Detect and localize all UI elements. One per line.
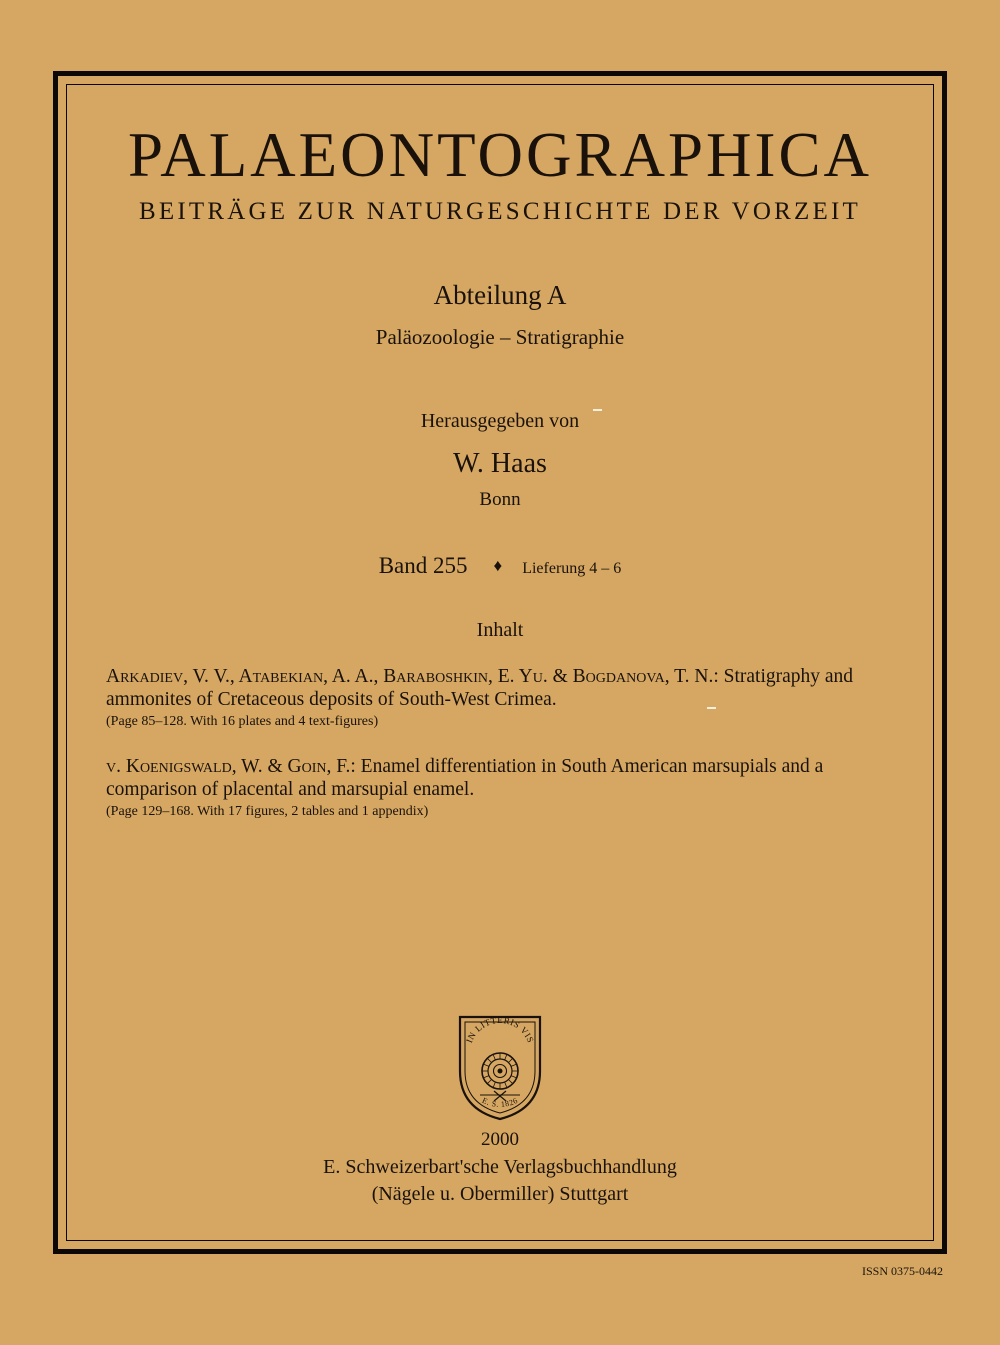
publisher-location: (Nägele u. Obermiller) Stuttgart	[371, 1183, 629, 1205]
seal-founding: E. S. 1826	[480, 1095, 520, 1109]
publication-year: 2000	[481, 1129, 519, 1150]
diamond-separator-icon: ♦	[493, 556, 503, 575]
entry-authors: Arkadiev, V. V., Atabekian, A. A., Baraboshkin, E. Yu. & Bogdanova, T. N.	[106, 666, 714, 687]
contents-heading: Inhalt	[476, 619, 524, 641]
editor-city: Bonn	[479, 489, 521, 510]
entry-note: (Page 85–128. With 16 plates and 4 text-figures)	[106, 714, 379, 729]
division-title: Abteilung A	[433, 280, 567, 310]
contents-entry	[106, 665, 896, 733]
division-subject: Paläozoologie – Stratigraphie	[375, 325, 625, 349]
entry-note: (Page 129–168. With 17 figures, 2 tables and 1 appendix)	[106, 804, 429, 819]
contents-entry	[106, 755, 896, 823]
cover-content	[66, 84, 934, 1241]
print-speck	[707, 707, 716, 709]
entry-title: : Stratigraphy and ammonites of Cretaceous deposits of South-West Crimea.	[106, 666, 854, 710]
publisher-seal-icon	[450, 1009, 550, 1121]
print-speck	[593, 409, 602, 411]
volume-number: Band 255	[378, 553, 468, 578]
journal-subtitle: BEITRÄGE ZUR NATURGESCHICHTE DER VORZEIT	[139, 198, 861, 225]
svg-text:E. S. 1826	[481, 1096, 520, 1109]
entry-authors: v. Koenigswald, W. & Goin, F.	[106, 756, 351, 777]
volume-line	[66, 553, 934, 579]
entry-text	[106, 755, 896, 801]
issue-range: Lieferung 4 – 6	[522, 560, 622, 577]
svg-text:IN LITTERIS VIS	[464, 1015, 536, 1044]
entry-text	[106, 665, 896, 711]
issn-number: ISSN 0375-0442	[861, 1264, 943, 1278]
editor-name: W. Haas	[453, 448, 547, 479]
edited-by-label: Herausgegeben von	[420, 410, 580, 432]
publisher-name: E. Schweizerbart'sche Verlagsbuchhandlung	[323, 1156, 677, 1178]
entry-title: : Enamel differentiation in South American marsupials and a comparison of placental and marsupial enamel.	[106, 756, 824, 800]
journal-title: PALAEONTOGRAPHICA	[127, 120, 873, 190]
seal-motto: IN LITTERIS VIS	[464, 1014, 536, 1045]
